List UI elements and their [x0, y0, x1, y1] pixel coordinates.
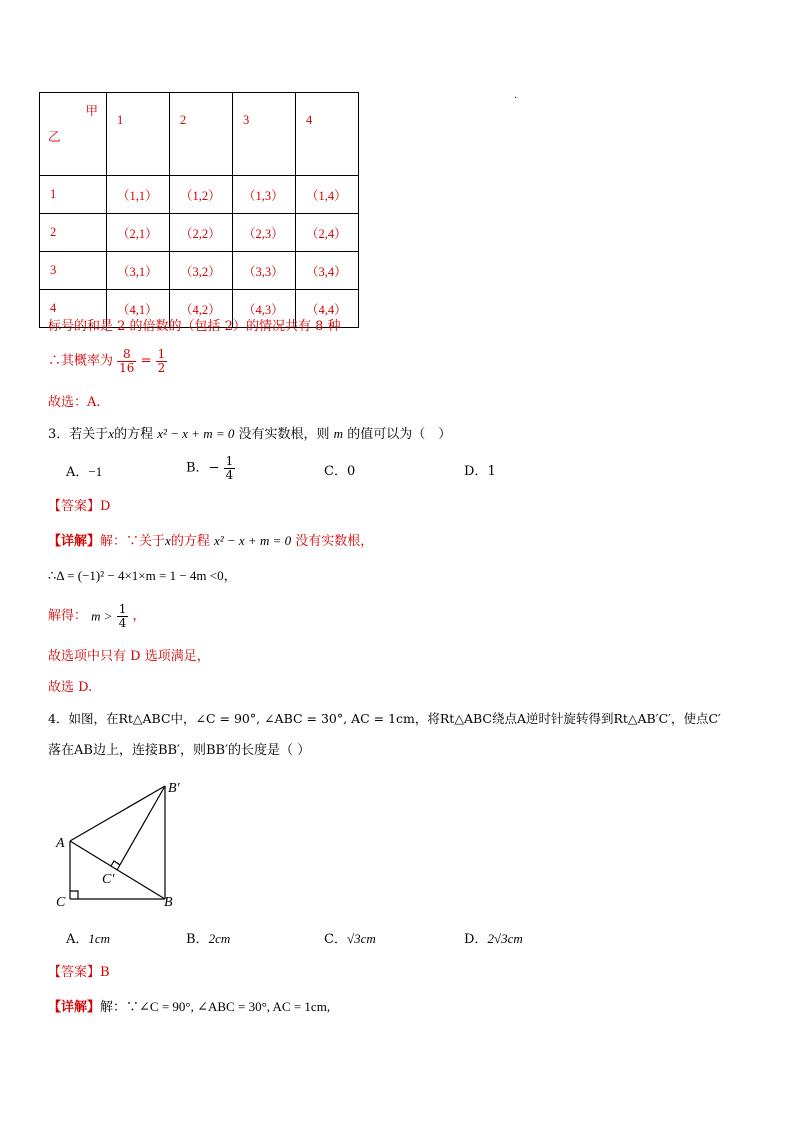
- table-corner-cell: [40, 93, 107, 176]
- option-label: B．: [186, 460, 209, 476]
- table-header-row: [40, 93, 359, 176]
- detail-tag: 【详解】: [48, 1000, 101, 1015]
- option-label: B．: [186, 932, 209, 947]
- q3-stem-d: 的值可以为（ ）: [347, 427, 452, 442]
- q2-count-line: 标号的和是 2 的倍数的（包括 2）的情况共有 8 种: [48, 319, 341, 334]
- row-label: 2: [40, 214, 107, 252]
- delta-expression: ∴Δ = (−1)² − 4×1×m = 1 − 4m <0，: [48, 568, 237, 583]
- q3-options: [66, 455, 586, 491]
- q4-option-a: [66, 930, 110, 949]
- q3-stem-a: 3．若关于: [48, 427, 109, 442]
- option-label: C．: [324, 464, 347, 479]
- detail-equation: x² − x + m = 0: [213, 533, 292, 548]
- detail-tag: 【详解】: [48, 534, 101, 549]
- option-value: 2√3cm: [487, 931, 523, 946]
- detail-var-x: x: [165, 533, 171, 548]
- frac-denominator: 4: [225, 468, 234, 482]
- q3-choose-line: 故选 D.: [48, 680, 93, 695]
- answer-tag: 【答案】: [48, 499, 101, 514]
- option-value: −1: [88, 464, 103, 479]
- answer-value: B: [100, 965, 110, 980]
- stray-dot: .: [514, 90, 518, 101]
- label-C: C: [56, 895, 66, 908]
- col-header: 1: [107, 93, 170, 176]
- answer-tag: 【答案】: [48, 965, 101, 980]
- label-A: A: [56, 836, 65, 851]
- table-cell: （3,3）: [233, 252, 296, 290]
- q2-choose-line: 故选：A.: [48, 395, 101, 410]
- table-cell: （1,4）: [296, 176, 359, 214]
- frac-denominator: 2: [157, 361, 166, 375]
- detail-b: 的方程: [170, 534, 210, 549]
- solve-expression: m >: [91, 608, 113, 624]
- label-B-prime: B′: [168, 781, 180, 796]
- segment-B-prime-C-prime: [117, 786, 165, 870]
- q4-option-c: [324, 930, 376, 949]
- outcome-table: [39, 92, 359, 328]
- frac-denominator: 4: [118, 616, 127, 630]
- option-value: 1: [487, 464, 496, 479]
- table-cell: （3,1）: [107, 252, 170, 290]
- frac-numerator: 1: [118, 602, 127, 616]
- q4-stem-line2: 落在AB边上，连接BB′，则BB′的长度是（ ）: [48, 743, 311, 758]
- q3-stem-c: 没有实数根，则: [238, 427, 330, 442]
- row-label: 4: [40, 290, 107, 328]
- q4-answer-line: [48, 964, 110, 982]
- q4-detail-line: [48, 998, 330, 1017]
- table-row: [40, 176, 359, 214]
- table-cell: （2,4）: [296, 214, 359, 252]
- option-label: A．: [66, 465, 89, 480]
- q3-option-c: [324, 463, 355, 481]
- table-cell: （2,2）: [170, 214, 233, 252]
- q2-frac-8-16: [117, 348, 136, 375]
- option-value: 0: [346, 464, 356, 479]
- solve-suffix: ，: [132, 608, 146, 624]
- label-B: B: [164, 895, 173, 908]
- solve-prefix: 解得：: [48, 608, 88, 624]
- option-label: A．: [66, 932, 89, 947]
- table-row: [40, 252, 359, 290]
- option-value: √3cm: [346, 931, 376, 946]
- corner-top-label: 甲: [85, 104, 98, 118]
- table-cell: （1,2）: [170, 176, 233, 214]
- option-value: 1cm: [88, 931, 111, 946]
- q2-frac-1-2: [156, 348, 168, 375]
- table-cell: （3,4）: [296, 252, 359, 290]
- frac-numerator: 8: [117, 348, 136, 362]
- answer-value: D: [100, 499, 111, 514]
- col-header: 4: [296, 93, 359, 176]
- q2-prob-prefix: ∴其概率为: [48, 353, 114, 369]
- table-cell: （4,3）: [233, 290, 296, 328]
- q3-equation: x² − x + m = 0: [157, 426, 235, 441]
- q4-stem-line1: 4．如图，在Rt△ABC中，∠C = 90°, ∠ABC = 30°, AC = 1cm，将Rt△ABC绕点A逆时针旋转得到Rt△AB′C′，使点C′: [48, 711, 721, 726]
- q3-answer-line: [48, 498, 110, 516]
- q4-triangle-figure: [52, 778, 212, 908]
- q3-stem: [48, 425, 451, 444]
- table-cell: （4,2）: [170, 290, 233, 328]
- equals-sign: =: [140, 353, 152, 369]
- corner-bottom-label: 乙: [48, 130, 61, 144]
- q4-options: [66, 930, 586, 950]
- segment-AB-prime: [70, 786, 165, 841]
- row-label: 3: [40, 252, 107, 290]
- q3-conclusion-line: 故选项中只有 D 选项满足，: [48, 649, 210, 664]
- option-minus: −: [208, 460, 220, 476]
- right-angle-mark-C: [70, 891, 78, 899]
- q3-stem-b: 的方程: [114, 427, 154, 442]
- q3-option-a: [66, 463, 102, 482]
- q3-option-b: [186, 455, 235, 482]
- option-label: D．: [464, 932, 488, 947]
- table-cell: （4,4）: [296, 290, 359, 328]
- table-cell: （1,1）: [107, 176, 170, 214]
- right-angle-mark-C-prime: [111, 861, 120, 866]
- table-cell: （1,3）: [233, 176, 296, 214]
- option-fraction: [224, 455, 236, 482]
- row-label: 1: [40, 176, 107, 214]
- q3-solve-line: [48, 603, 146, 630]
- label-C-prime: C′: [102, 872, 115, 887]
- q3-option-d: [464, 463, 496, 481]
- option-label: D．: [464, 464, 488, 479]
- frac-numerator: 1: [157, 347, 166, 361]
- detail-a: 解：∵关于: [100, 534, 166, 549]
- q3-var-x: x: [108, 426, 115, 441]
- detail-text: 解：∵∠C = 90°, ∠ABC = 30°, AC = 1cm,: [100, 999, 331, 1014]
- q3-var-m: m: [333, 426, 344, 441]
- table-cell: （2,3）: [233, 214, 296, 252]
- q4-option-b: [186, 930, 230, 949]
- table-cell: （4,1）: [107, 290, 170, 328]
- frac-numerator: 1: [225, 454, 234, 468]
- col-header: 3: [233, 93, 296, 176]
- table-row: [40, 214, 359, 252]
- detail-c: 没有实数根，: [295, 534, 374, 549]
- table-cell: （2,1）: [107, 214, 170, 252]
- solve-fraction: [117, 603, 129, 630]
- q3-detail-line: [48, 532, 373, 551]
- table-cell: （3,2）: [170, 252, 233, 290]
- option-value: 2cm: [208, 931, 231, 946]
- q2-probability-line: [48, 348, 167, 375]
- option-label: C．: [324, 932, 347, 947]
- frac-denominator: 16: [119, 361, 135, 375]
- q3-delta-line: [48, 567, 237, 586]
- col-header: 2: [170, 93, 233, 176]
- q4-option-d: [464, 930, 523, 949]
